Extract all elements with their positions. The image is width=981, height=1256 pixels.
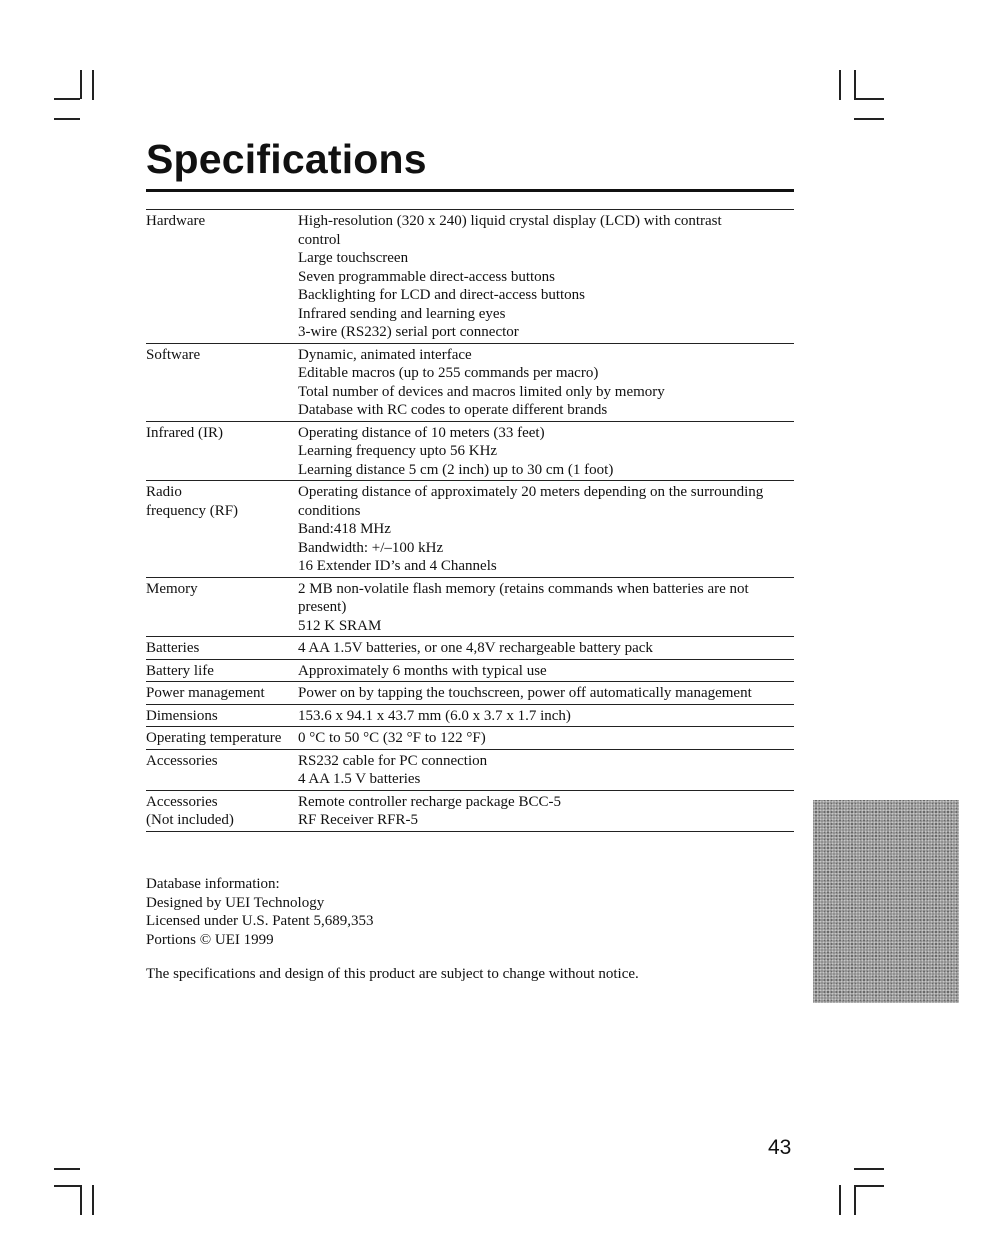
spec-row [146,659,794,682]
spec-value-line: Operating distance of approximately 20 meters depending on the surrounding [298,484,764,500]
spec-value-line: Dynamic, animated interface [298,346,472,363]
page-title: Specifications [146,136,427,182]
spec-label [146,637,298,660]
change-notice: The specifications and design of this product are subject to change without notice. [146,966,639,982]
spec-label-line: Software [146,346,201,363]
spec-row [146,749,794,790]
spec-label-line: Accessories [146,752,218,769]
spec-row [146,577,794,637]
spec-label [146,421,298,481]
spec-value-line: Editable macros (up to 255 commands per macro) [298,365,599,381]
crop-mark-top-right-horizontal [854,98,884,100]
crop-mark-bottom-right-vertical [854,1185,856,1215]
crop-mark-bottom-right-horizontal [854,1185,884,1187]
spec-value [298,727,794,750]
spec-value-line: 16 Extender ID’s and 4 Channels [298,558,497,574]
spec-label-line: Infrared (IR) [146,424,224,441]
spec-label-line: Battery life [146,662,214,679]
spec-value-line: conditions [298,502,361,519]
spec-value-line: Power on by tapping the touchscreen, power off automatically management [298,685,752,701]
spec-value-line: 4 AA 1.5V batteries, or one 4,8V rechargeable battery pack [298,640,653,656]
crop-mark-top-right-rule [854,118,884,120]
crop-mark-bottom-left-rule [54,1168,80,1170]
thumb-index-tab [813,800,959,1003]
spec-value-line: Large touchscreen [298,250,409,266]
spec-label [146,749,298,790]
spec-value-line: control [298,231,341,248]
database-info-line: Licensed under U.S. Patent 5,689,353 [146,913,374,929]
crop-mark-top-left-bar [92,70,94,100]
spec-row [146,210,794,344]
spec-label [146,727,298,750]
spec-label-line: Radio [146,484,182,500]
spec-value [298,790,794,831]
spec-value [298,577,794,637]
spec-value-line: Total number of devices and macros limited only by memory [298,383,665,400]
crop-mark-top-right-vertical [854,70,856,99]
spec-value-line: 4 AA 1.5 V batteries [298,771,421,787]
crop-mark-bottom-left-horizontal [54,1185,80,1187]
spec-value-line: Approximately 6 months with typical use [298,662,547,679]
spec-label [146,790,298,831]
crop-mark-top-left-horizontal [54,98,80,100]
spec-value-line: Seven programmable direct-access buttons [298,268,555,285]
spec-value [298,481,794,578]
spec-value-line: present) [298,599,347,615]
crop-mark-bottom-left-bar [92,1185,94,1215]
spec-value-line: 512 K SRAM [298,617,382,634]
spec-label [146,577,298,637]
crop-mark-top-left-vertical [80,70,82,99]
spec-label-line: Accessories [146,793,218,810]
spec-label [146,343,298,421]
crop-mark-top-left-rule [54,118,80,120]
spec-label-line: Memory [146,580,198,597]
spec-row [146,421,794,481]
spec-value-line: Remote controller recharge package BCC-5 [298,793,561,810]
spec-value [298,682,794,705]
database-info-line: Portions © UEI 1999 [146,931,274,948]
specifications-table [146,209,794,832]
spec-value [298,704,794,727]
database-info-line: Database information: [146,876,280,892]
spec-label-line: Dimensions [146,707,218,724]
spec-value-line: 2 MB non-volatile flash memory (retains commands when batteries are not [298,580,749,597]
title-rule [146,189,794,192]
spec-value-line: Infrared sending and learning eyes [298,305,506,322]
spec-row [146,790,794,831]
spec-label-line: Hardware [146,213,206,229]
spec-label-line: Batteries [146,640,200,656]
crop-mark-bottom-left-vertical [80,1185,82,1215]
spec-label [146,704,298,727]
spec-value-line: 3-wire (RS232) serial port connector [298,324,519,340]
spec-row [146,343,794,421]
database-info [146,875,373,949]
spec-label-line: (Not included) [146,812,234,828]
spec-row [146,704,794,727]
spec-value-line: Band:418 MHz [298,521,391,537]
page-number: 43 [768,1136,792,1159]
spec-label [146,481,298,578]
crop-mark-top-right-bar [839,70,841,100]
spec-label [146,682,298,705]
spec-label [146,659,298,682]
spec-value [298,659,794,682]
spec-value-line: Learning frequency upto 56 KHz [298,443,498,459]
spec-value-line: RS232 cable for PC connection [298,752,488,769]
spec-value-line: 153.6 x 94.1 x 43.7 mm (6.0 x 3.7 x 1.7 inch) [298,707,571,724]
crop-mark-bottom-right-rule [854,1168,884,1170]
spec-value-line: Database with RC codes to operate different brands [298,402,608,418]
crop-mark-bottom-right-bar [839,1185,841,1215]
spec-label [146,210,298,344]
spec-label-line: Operating temperature [146,730,282,746]
database-info-line: Designed by UEI Technology [146,894,325,911]
spec-row [146,481,794,578]
spec-value-line: High-resolution (320 x 240) liquid crystal display (LCD) with contrast [298,213,722,229]
spec-row [146,637,794,660]
spec-label-line: Power management [146,685,265,701]
spec-value-line: 0 °C to 50 °C (32 °F to 122 °F) [298,730,486,746]
spec-value [298,749,794,790]
spec-label-line: frequency (RF) [146,502,239,519]
spec-value [298,210,794,344]
spec-value [298,421,794,481]
spec-value-line: Bandwidth: +/–100 kHz [298,539,444,556]
spec-row [146,682,794,705]
spec-value-line: Backlighting for LCD and direct-access buttons [298,287,586,303]
spec-value [298,343,794,421]
spec-value-line: Operating distance of 10 meters (33 feet) [298,424,545,441]
specifications-body [146,210,794,832]
spec-value-line: RF Receiver RFR-5 [298,812,418,828]
spec-row [146,727,794,750]
spec-value [298,637,794,660]
spec-value-line: Learning distance 5 cm (2 inch) up to 30 cm (1 foot) [298,461,614,478]
